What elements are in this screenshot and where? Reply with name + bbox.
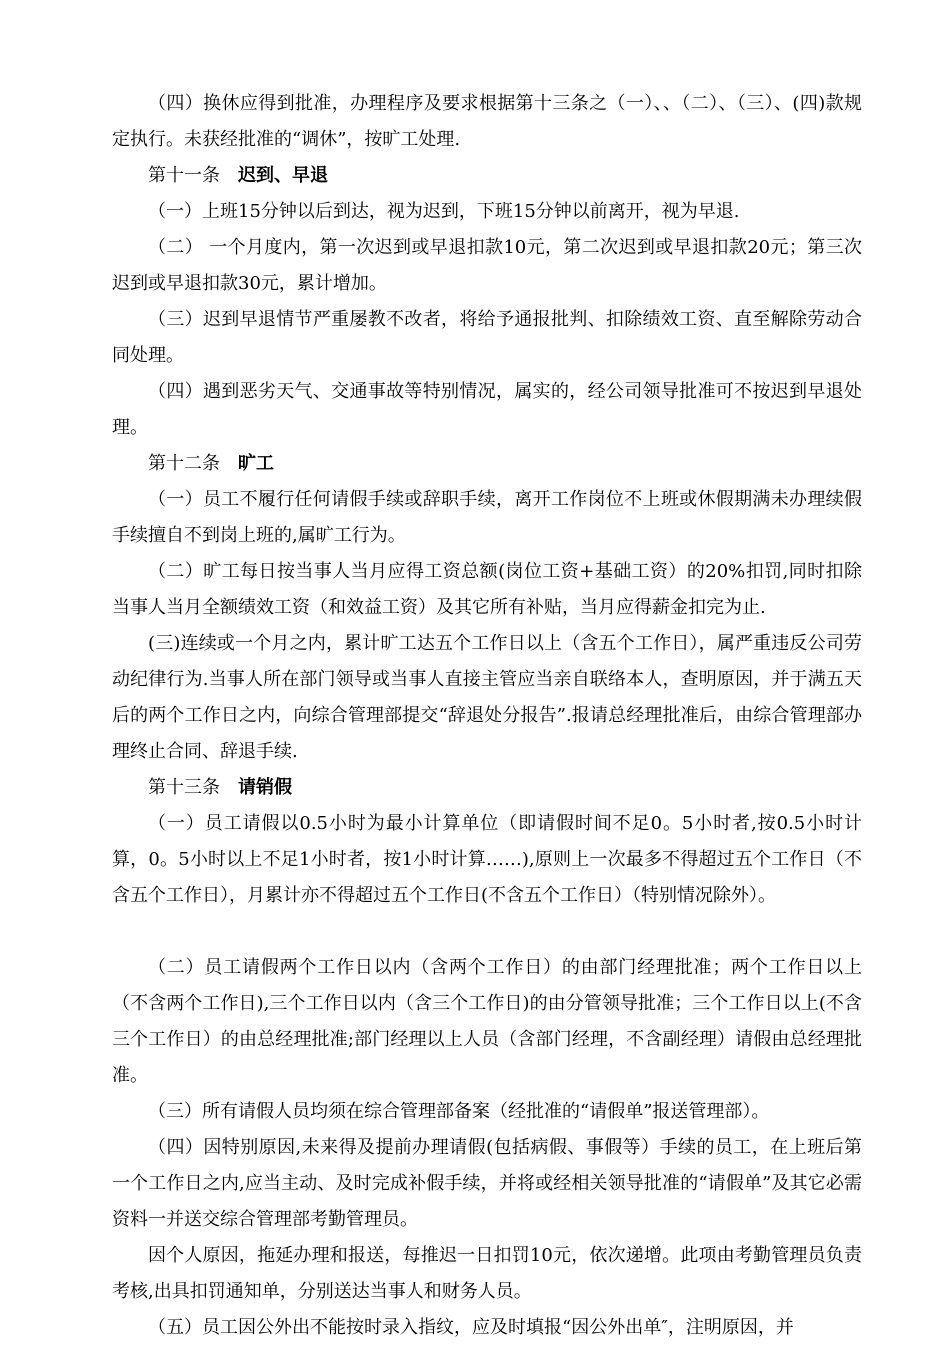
article-13-penalty-note: 因个人原因，拖延办理和报送，每推迟一日扣罚10元，依次递增。此项由考勤管理员负责考核,出具扣罚通知单，分别送达当事人和财务人员。 bbox=[112, 1245, 862, 1302]
article-13-item-4: （四）因特别原因,未来得及提前办理请假(包括病假、事假等）手续的员工，在上班后第一个工作日之内,应当主动、及时完成补假手续，并将或经相关领导批准的“请假单”及其它必需资料一并送交综合管理部考勤管理员。 bbox=[112, 1137, 862, 1230]
article-12-item-2: （二）旷工每日按当事人当月应得工资总额(岗位工资+基础工资）的20%扣罚,同时扣除当事人当月全额绩效工资（和效益工资）及其它所有补贴，当月应得薪金扣完为止. bbox=[112, 561, 862, 618]
article-11-item-2: （二） 一个月度内，第一次迟到或早退扣款10元，第二次迟到或早退扣款20元；第三次迟到或早退扣款30元，累计增加。 bbox=[112, 237, 862, 294]
article-number: 第十二条 bbox=[148, 453, 220, 474]
article-number: 第十一条 bbox=[148, 165, 220, 186]
article-12-item-1: （一）员工不履行任何请假手续或辞职手续，离开工作岗位不上班或休假期满未办理续假手续擅自不到岗上班的,属旷工行为。 bbox=[112, 489, 862, 546]
article-title: 请销假 bbox=[238, 777, 292, 798]
article-12-item-3: (三)连续或一个月之内，累计旷工达五个工作日以上（含五个工作日），属严重违反公司劳动纪律行为.当事人所在部门领导或当事人直接主管应当亲自联络本人，查明原因，并于满五天后的两个工作日之内，向综合管理部提交“辞退处分报告”.报请总经理批准后，由综合管理部办理终止合同、辞退手续. bbox=[112, 633, 862, 762]
article-13-heading bbox=[112, 770, 862, 806]
article-13-item-5: （五）员工因公外出不能按时录入指纹，应及时填报“因公外出单″，注明原因，并 bbox=[148, 1317, 794, 1338]
article-13-item-1: （一）员工请假以0.5小时为最小计算单位（即请假时间不足0。5小时者,按0.5小时计算，0。5小时以上不足1小时者，按1小时计算……),原则上一次最多不得超过五个工作日（不含五个工作日），月累计亦不得超过五个工作日(不含五个工作日）（特别情况除外）。 bbox=[112, 813, 862, 906]
article-11-item-3: （三）迟到早退情节严重屡教不改者，将给予通报批判、扣除绩效工资、直至解除劳动合同处理。 bbox=[112, 309, 862, 366]
article-11-heading bbox=[112, 158, 862, 194]
article-13-item-2: （二）员工请假两个工作日以内（含两个工作日）的由部门经理批准；两个工作日以上（不含两个工作日),三个工作日以内（含三个工作日)的由分管领导批准；三个工作日以上(不含三个工作日）的由总经理批准;部门经理以上人员（含部门经理，不含副经理）请假由总经理批准。 bbox=[112, 957, 862, 1086]
article-13-item-3: （三）所有请假人员均须在综合管理部备案（经批准的“请假单”报送管理部）。 bbox=[148, 1101, 770, 1122]
article-12-heading bbox=[112, 446, 862, 482]
article-title: 迟到、早退 bbox=[238, 165, 328, 186]
article-11-item-1: （一）上班15分钟以后到达，视为迟到，下班15分钟以前离开，视为早退. bbox=[148, 201, 740, 222]
article-11-item-4: （四）遇到恶劣天气、交通事故等特别情况，属实的，经公司领导批准可不按迟到早退处理。 bbox=[112, 381, 862, 438]
article-title: 旷工 bbox=[238, 453, 274, 474]
article-number: 第十三条 bbox=[148, 777, 220, 798]
paragraph-shift-rest: （四）换休应得到批准，办理程序及要求根据第十三条之（一）、、（二）、（三）、(四)款规定执行。未获经批准的“调休”，按旷工处理. bbox=[112, 93, 862, 150]
